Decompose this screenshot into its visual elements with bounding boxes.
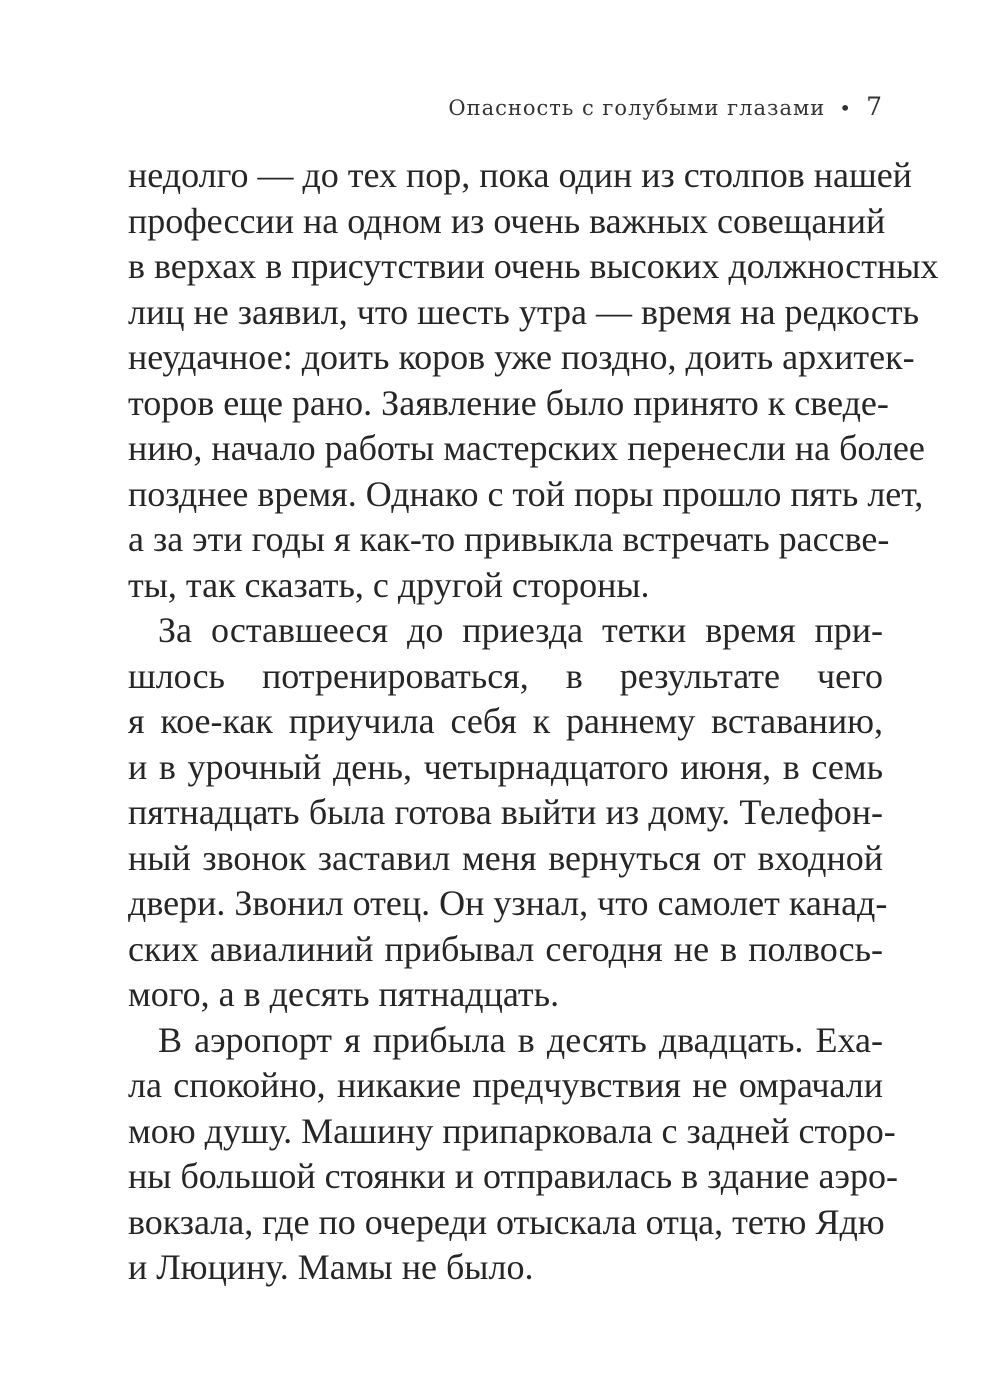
text-line: двери. Звонил отец. Он узнал, что самолет канад- xyxy=(128,883,888,923)
text-line: профессии на одном из очень важных совещаний xyxy=(128,200,886,241)
text-line: ны большой стоянки и отправилась в здание аэро- xyxy=(128,1156,898,1196)
text-line: я кое-как приучила себя к раннему вставанию, xyxy=(128,701,883,741)
text-line: недолго — до тех пор, пока один из столпов нашей xyxy=(128,155,912,195)
body-text xyxy=(128,153,939,1291)
text-line: и Люцину. Мамы не было. xyxy=(128,1247,534,1287)
text-line: лиц не заявил, что шесть утра — время на редкость xyxy=(128,291,920,332)
running-header xyxy=(448,92,882,121)
paragraph-3 xyxy=(128,1018,898,1291)
text-line: и в урочный день, четырнадцатого июня, в семь xyxy=(128,746,883,787)
text-line: ты, так сказать, с другой стороны. xyxy=(128,564,650,605)
text-line: пятнадцать была готова выйти из дому. Телефон- xyxy=(128,792,883,832)
text-line: шлось потренироваться, в результате чего xyxy=(128,655,883,696)
text-line: а за эти годы я как-то привыкла встречать рассве- xyxy=(128,519,890,559)
text-line: нию, начало работы мастерских перенесли на более xyxy=(128,428,925,468)
text-line: В аэропорт я прибыла в десять двадцать. Еха- xyxy=(158,1019,883,1060)
text-line: неудачное: доить коров уже поздно, доить архитек- xyxy=(128,337,915,377)
text-line: мого, а в десять пятнадцать. xyxy=(128,974,560,1014)
page-number: 7 xyxy=(866,92,882,121)
paragraph-2 xyxy=(128,608,888,1018)
header-separator: • xyxy=(839,96,853,120)
text-line: в верхах в присутствии очень высоких должностных xyxy=(128,246,939,286)
text-line: ла спокойно, никакие предчувствия не омрачали xyxy=(128,1065,883,1105)
text-line: За оставшееся до приезда тетки время при- xyxy=(158,610,883,650)
text-line: позднее время. Однако с той поры прошло пять лет, xyxy=(128,473,924,514)
paragraph-1 xyxy=(128,153,939,608)
running-title: Опасность с голубыми глазами xyxy=(448,96,826,120)
text-line: торов еще рано. Заявление было принято к сведе- xyxy=(128,382,889,423)
text-line: ный звонок заставил меня вернуться от входной xyxy=(128,837,883,878)
text-line: вокзала, где по очереди отыскала отца, тетю Ядю xyxy=(128,1201,885,1242)
text-line: мою душу. Машину припарковала с задней сторо- xyxy=(128,1110,896,1151)
text-line: ских авиалиний прибывал сегодня не в полвось- xyxy=(128,928,883,969)
